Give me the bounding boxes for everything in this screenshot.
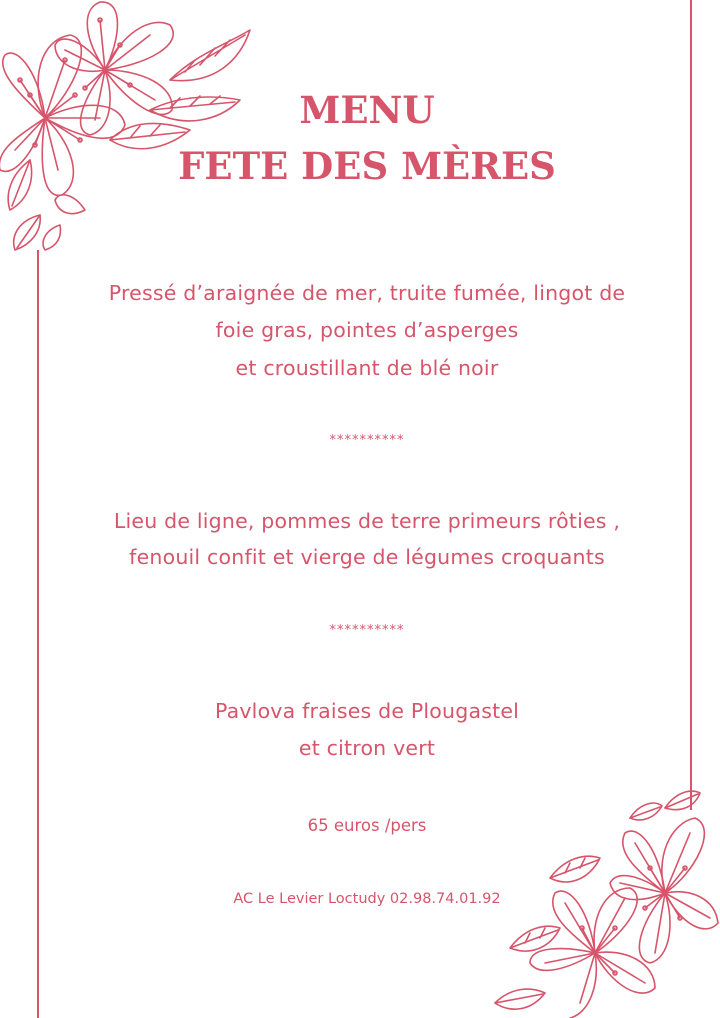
main-course-line-2: fenouil confit et vierge de légumes croquants — [129, 545, 605, 569]
flower-illustration-top-left — [0, 0, 260, 260]
price-text: 65 euros /pers — [307, 816, 427, 835]
starter-line-1: Pressé d’araignée de mer, truite fumée, lingot de — [108, 281, 626, 305]
flower-icon — [610, 818, 718, 963]
starter-line-3: et croustillant de blé noir — [235, 356, 499, 380]
dessert-line-1: Pavlova fraises de Plougastel — [214, 699, 520, 723]
course-separator: ********** — [329, 623, 405, 638]
main-course-line-1: Lieu de ligne, pommes de terre primeurs rôties , — [113, 509, 621, 533]
flower-icon — [530, 888, 655, 1018]
course-separator: ********** — [329, 433, 405, 448]
starter-line-2: foie gras, pointes d’asperges — [215, 318, 519, 342]
leaf-icon — [8, 30, 250, 250]
menu-title: MENU — [299, 88, 435, 132]
menu-subtitle: FETE DES MÈRES — [178, 144, 556, 188]
dessert-line-2: et citron vert — [298, 736, 436, 760]
contact-info: AC Le Levier Loctudy 02.98.74.01.92 — [233, 891, 501, 907]
